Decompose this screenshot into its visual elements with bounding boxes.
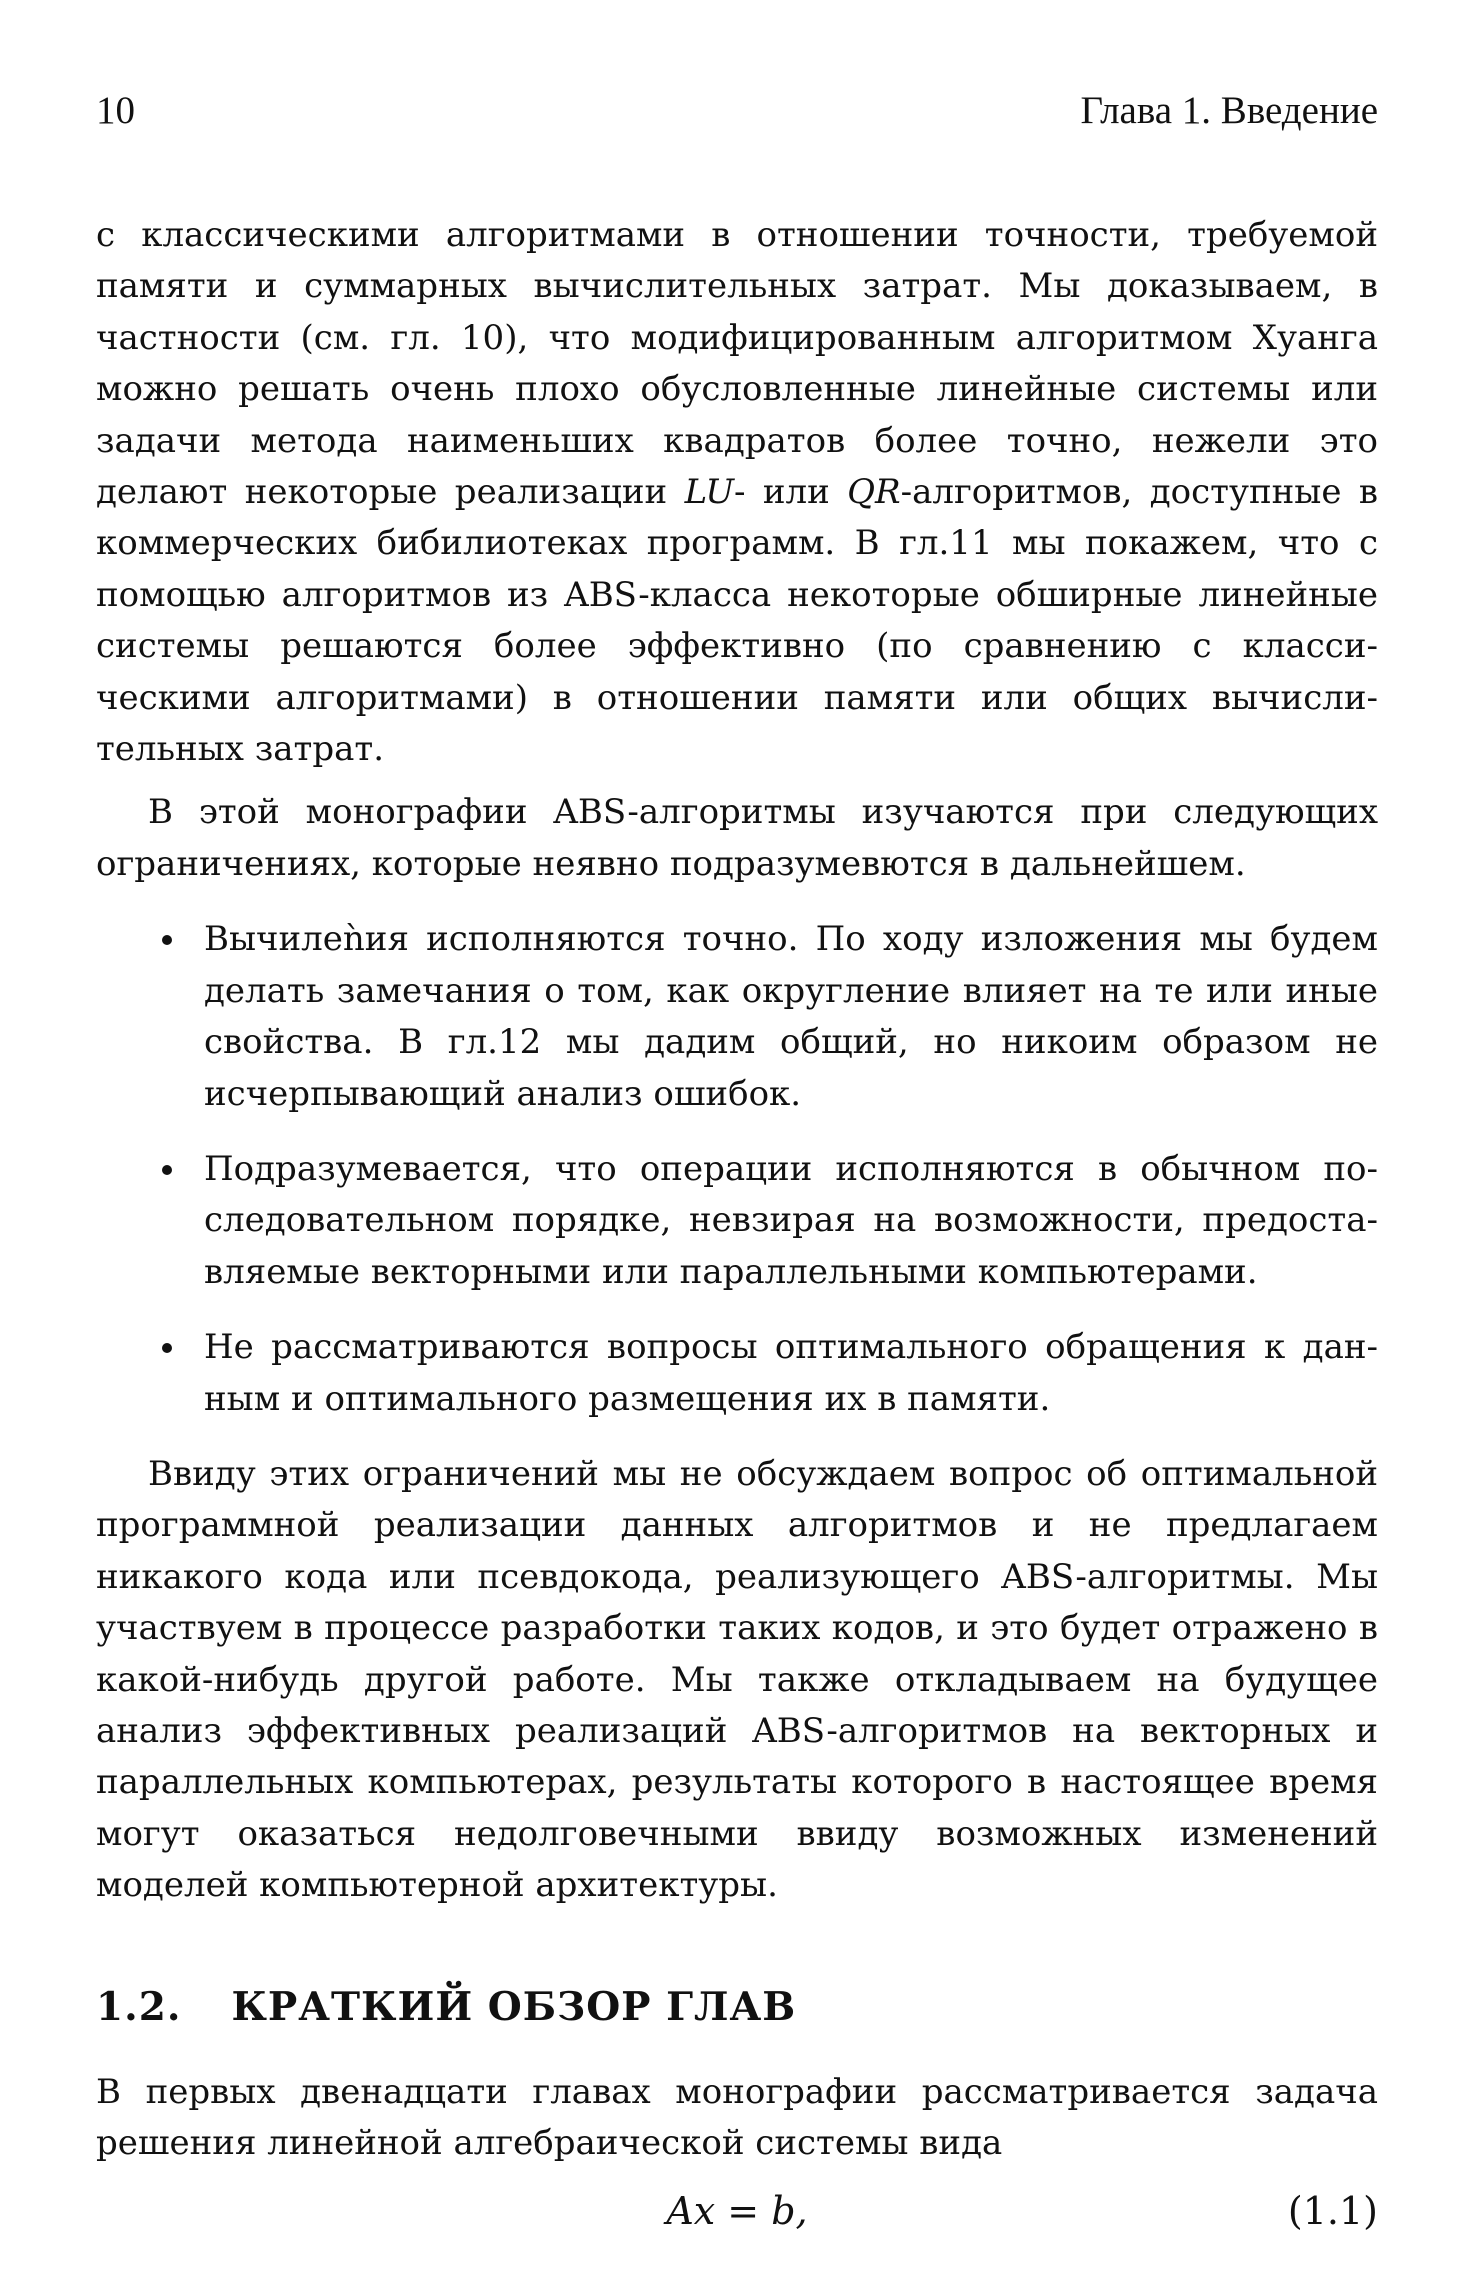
math-qr: QR — [847, 472, 901, 513]
section-title: КРАТКИЙ ОБЗОР ГЛАВ — [231, 1983, 797, 2030]
math-lu: LU — [684, 472, 734, 513]
paragraph-text: - или — [733, 472, 848, 513]
list-item-text: Не рассматриваются вопросы оптимального обращения к данным и оптимального размещения их в памяти. — [204, 1327, 1378, 1419]
book-page — [96, 88, 1378, 2246]
list-item — [96, 1144, 1378, 1298]
running-head — [96, 88, 1378, 138]
list-item — [96, 1322, 1378, 1425]
page-number: 10 — [96, 89, 135, 132]
chapter-title: Глава 1. Введение — [1080, 89, 1378, 132]
paragraph-restrictions: В этой монографии ABS-алгоритмы изучаются при следующих ограничениях, которые неявно подразумевются в дальнейшем. — [96, 792, 1378, 884]
bullet-icon — [162, 935, 172, 945]
equation-formula: Ax = b, — [666, 2188, 808, 2233]
list-item-text: Подразумевается, что операции исполняются в обычном последовательном порядке, невзирая на возможности, предоставляемые векторными или параллельными компьютерами. — [204, 1148, 1378, 1292]
section-heading — [96, 1982, 1378, 2033]
list-item-text: Вычилеǹия исполняются точно. По ходу изложения мы будем делать замечания о том, как округление влияет на те или иные свойства. В гл.12 мы дадим общий, но никоим образом не исчерпывающий анализ ошибок. — [204, 919, 1378, 1114]
paragraph-continuation — [96, 210, 1378, 775]
bullet-icon — [162, 1343, 172, 1353]
equation — [96, 2186, 1378, 2246]
paragraph-text: с классическими алгоритмами в отношении точности, требуемой памяти и суммарных вычислительных затрат. Мы доказываем, в частности (см. гл. 10), что модифицированным алгоритмом Хуанга можно решать очень плохо обусловленные линейные системы или задачи метода наименьших квадратов более точно, нежели это делают некоторые реализации — [96, 215, 1378, 513]
bullet-icon — [162, 1165, 172, 1175]
paragraph-section-intro: В первых двенадцати главах монографии рассматривается задача решения линейной алгебраической системы вида — [96, 2072, 1378, 2164]
paragraph-text: -алгоритмов, доступные в коммерческих бибилиотеках программ. В гл.11 мы покажем, что с помощью алгоритмов из ABS-класса некоторые обширные линейные системы решаются более эффективно (по сравнению с классическими алгоритмами) в отношении памяти или общих вычислительных затрат. — [96, 472, 1378, 770]
list-item — [96, 914, 1378, 1120]
paragraph-implementation: Ввиду этих ограничений мы не обсуждаем вопрос об оптимальной программной реализации данных алгоритмов и не предлагаем никакого кода или псевдокода, реализующего ABS-алгоритмы. Мы участвуем в процессе разработки таких кодов, и это будет отражено в какой-нибудь другой работе. Мы также откладываем на будущее анализ эффективных реализаций ABS-алгоритмов на векторных и параллельных компьютерах, результаты которого в настоящее время могут оказаться недолговечными ввиду возможных изменений моделей компьютерной архитектуры. — [96, 1453, 1378, 1906]
restrictions-list — [96, 914, 1378, 1425]
body-text — [96, 210, 1378, 2246]
equation-number: (1.1) — [1287, 2188, 1378, 2233]
section-number: 1.2. — [96, 1983, 182, 2030]
